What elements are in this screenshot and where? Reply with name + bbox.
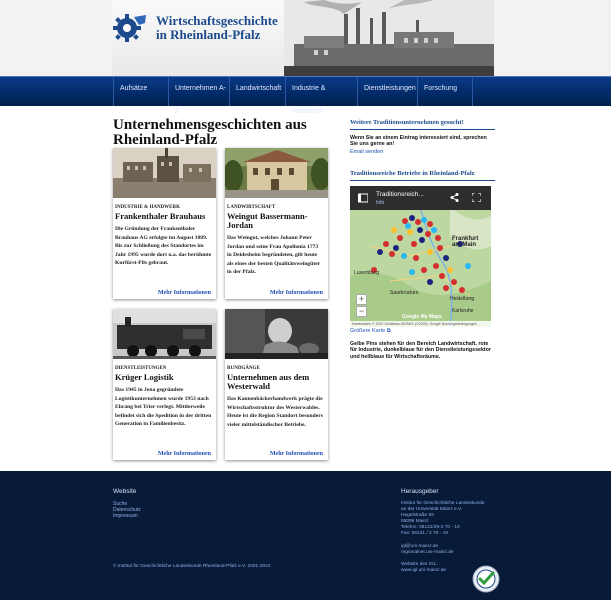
factory-illustration (284, 0, 494, 76)
footer-emails[interactable]: igl@uni-mainz.de regionalnet.uni-mainz.de (401, 544, 454, 555)
card-bassermann (225, 148, 328, 299)
card-title[interactable]: Frankenthaler Brauhaus (115, 211, 206, 221)
footer-website-heading: Website (113, 488, 137, 495)
map-title: Traditionsreich... (376, 191, 424, 198)
card-text: Das 1945 in Jena gegründete Logistikunternehmen wurde 1953 nach Ehrang bei Trier verlegt. Mittlerweile befindet sich die Spedition in der dritten Generation in Familienbesitz. (115, 387, 212, 427)
map-label-saarbruecken: Saarbrücken (390, 290, 419, 296)
card-category: RUNDGÄNGE (227, 366, 260, 371)
site-title-line2: in Rheinland-Pfalz (156, 27, 261, 42)
footer-link-search[interactable]: Suche (113, 501, 128, 507)
card-frankenthaler (113, 148, 216, 299)
card-text: Die Gründung der Frankenthaler Brauhaus AG erfolgte im August 1889. Bis zur Schließung des Standortes im Jahr 1995 wurde dort u.a. das berühmte Kurfürst-Pils gebraut. (115, 226, 212, 266)
external-link-icon: ⧉ (386, 328, 391, 334)
map-label-heidelberg: Heidelberg (450, 296, 475, 302)
brewery-image[interactable] (113, 148, 216, 198)
larger-map-label: Größere Karte (350, 328, 386, 334)
certificate-seal-icon[interactable] (472, 565, 500, 593)
map-label-frankfurt: Frankfurt (452, 236, 479, 242)
map-info[interactable]: Info (376, 200, 385, 206)
nav-item-industrie[interactable]: Industrie & Handwerk (286, 77, 358, 106)
map-label-karlsruhe: Karlsruhe (452, 308, 474, 314)
header-banner (112, 0, 494, 76)
footer-link-privacy[interactable]: Datenschutz (113, 507, 141, 513)
logo-icon[interactable] (112, 11, 148, 43)
nav-item-dienstleistungen[interactable]: Dienstleistungen (358, 77, 418, 106)
zoom-in-button[interactable]: + (356, 294, 367, 305)
page-header (0, 0, 611, 76)
train-image[interactable] (113, 309, 216, 359)
more-info-link[interactable]: Mehr Informationen (269, 451, 323, 457)
map-toolbar (350, 186, 491, 210)
sidebar-heading-map: Traditionsreiche Betriebe in Rheinland-Pfalz (350, 170, 495, 181)
share-icon[interactable] (450, 193, 459, 202)
google-logo: Google My Maps (402, 314, 442, 320)
footer-publisher-heading: Herausgeber (401, 488, 439, 495)
site-title-line1: Wirtschaftsgeschichte (156, 13, 278, 28)
nav-item-forschung[interactable]: Forschung (418, 77, 473, 106)
card-title[interactable]: Unternehmen aus dem Westerwald (227, 372, 310, 391)
card-text: Das Kannenbäckerhandwerk prägte die Wirtschaftsstruktur des Westerwaldes. Heute ist die Region Standort besonders vieler mittelständischer Betriebe. (227, 396, 323, 428)
nav-item-landwirtschaft[interactable]: Landwirtschaft (230, 77, 286, 106)
map-label-main: am Main (452, 242, 477, 248)
footer-copyright: © Institut für Geschichtliche Landeskunde Rheinland-Pfalz e.V. 2001-2022 (113, 564, 271, 569)
card-title[interactable]: Weingut Bassermann-Jordan (227, 211, 308, 230)
card-krueger (113, 309, 216, 460)
map-label-luxemburg: Luxemburg (354, 270, 380, 276)
card-text: Das Weingut, welches Johann Peter Jordan und seine Frau Apollonia 1773 in Deidesheim begründeten, gilt heute als eines der besten Qualitätsweingüter in der Pfalz. (227, 235, 321, 275)
card-category: INDUSTRIE & HANDWERK (115, 205, 181, 210)
map-attribution[interactable]: Kartendaten © 2022 GeoBasis-DE/BKG (©2009), Google Nutzungsbedingungen (350, 321, 491, 327)
larger-map-link[interactable] (350, 328, 391, 335)
page-footer (0, 471, 611, 600)
zoom-out-button[interactable]: − (356, 306, 367, 317)
card-category: LANDWIRTSCHAFT (227, 205, 276, 210)
email-link[interactable]: Email senden (350, 149, 384, 155)
map-list-icon[interactable] (358, 193, 368, 203)
more-info-link[interactable]: Mehr Informationen (157, 290, 211, 296)
sidebar-contact-text: Wenn Sie an einem Eintrag interessiert sind, sprechen Sie uns gerne an! (350, 135, 487, 148)
more-info-link[interactable]: Mehr Informationen (269, 290, 323, 296)
nav-item-unternehmen[interactable]: Unternehmen A-Z (169, 77, 230, 106)
pottery-image[interactable] (225, 309, 328, 359)
card-westerwald (225, 309, 328, 460)
card-category: DIENSTLEISTUNGEN (115, 366, 167, 371)
site-title[interactable] (156, 14, 278, 42)
nav-item-aufsaetze[interactable]: Aufsätze (113, 77, 169, 106)
footer-web[interactable]: Website des IGL: www.igl.uni-mainz.de (401, 562, 447, 573)
more-info-link[interactable]: Mehr Informationen (157, 451, 211, 457)
embedded-map[interactable] (350, 186, 491, 327)
sidebar-heading-wanted: Weitere Traditionsunternehmen gesucht! (350, 119, 495, 130)
winery-image[interactable] (225, 148, 328, 198)
footer-link-imprint[interactable]: Impressum (113, 513, 138, 519)
footer-publisher-address: Institut für Geschichtliche Landeskunde an der Universität Mainz e.V. Hegelstraße 59 55099 Mainz Telefon: 06131/39-2 70 - 10 Fax: 06131 / 2 70 - 19 (401, 501, 485, 536)
page-title: Unternehmensgeschichten aus Rheinland-Pfalz (113, 117, 307, 148)
card-title[interactable]: Krüger Logistik (115, 372, 174, 382)
main-nav (0, 76, 611, 115)
map-legend-text: Gelbe Pins stehen für den Bereich Landwirtschaft, rote für Industrie, dunkelblaue für den Dienstleistungssektor und hellblaue für Wirtschaftsräume. (350, 341, 491, 360)
fullscreen-icon[interactable] (472, 193, 481, 202)
